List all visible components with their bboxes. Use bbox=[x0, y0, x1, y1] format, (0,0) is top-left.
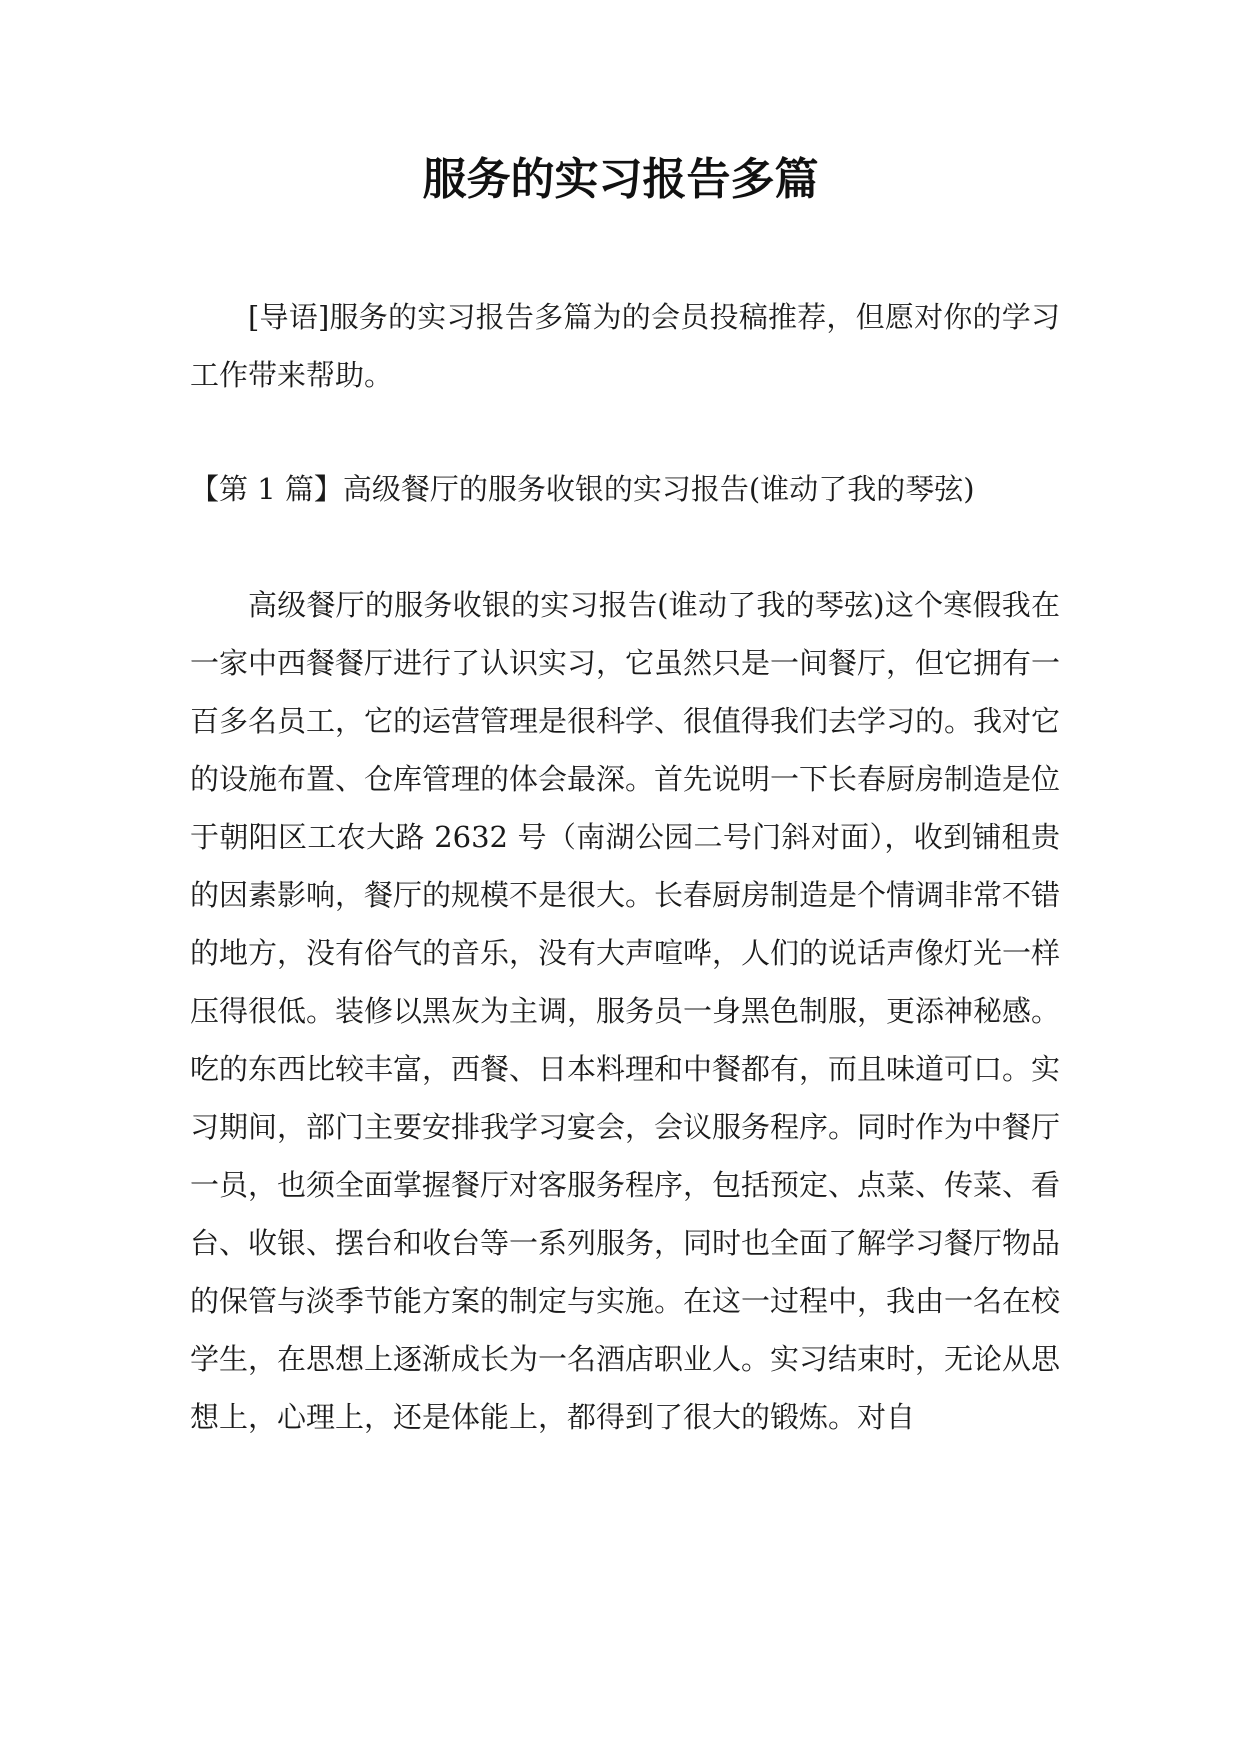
body-paragraph: 高级餐厅的服务收银的实习报告(谁动了我的琴弦)这个寒假我在一家中西餐餐厅进行了认识实习，它虽然只是一间餐厅，但它拥有一百多名员工，它的运营管理是很科学、很值得我们去学习的。我对它的设施布置、仓库管理的体会最深。首先说明一下长春厨房制造是位于朝阳区工农大路 2632 号（南湖公园二号门斜对面），收到铺租贵的因素影响，餐厅的规模不是很大。长春厨房制造是个情调非常不错的地方，没有俗气的音乐，没有大声喧哗，人们的说话声像灯光一样压得很低。装修以黑灰为主调，服务员一身黑色制服，更添神秘感。吃的东西比较丰富，西餐、日本料理和中餐都有，而且味道可口。实习期间，部门主要安排我学习宴会，会议服务程序。同时作为中餐厅一员，也须全面掌握餐厅对客服务程序，包括预定、点菜、传菜、看台、收银、摆台和收台等一系列服务，同时也全面了解学习餐厅物品的保管与淡季节能方案的制定与实施。在这一过程中，我由一名在校学生，在思想上逐渐成长为一名酒店职业人。实习结束时，无论从思想上，心理上，还是体能上，都得到了很大的锻炼。对自 bbox=[190, 588, 1061, 1434]
intro-paragraph: [导语]服务的实习报告多篇为的会员投稿推荐，但愿对你的学习工作带来帮助。 bbox=[190, 300, 1060, 392]
section-heading: 【第 1 篇】高级餐厅的服务收银的实习报告(谁动了我的琴弦) bbox=[190, 472, 975, 506]
document-title: 服务的实习报告多篇 bbox=[422, 154, 819, 205]
